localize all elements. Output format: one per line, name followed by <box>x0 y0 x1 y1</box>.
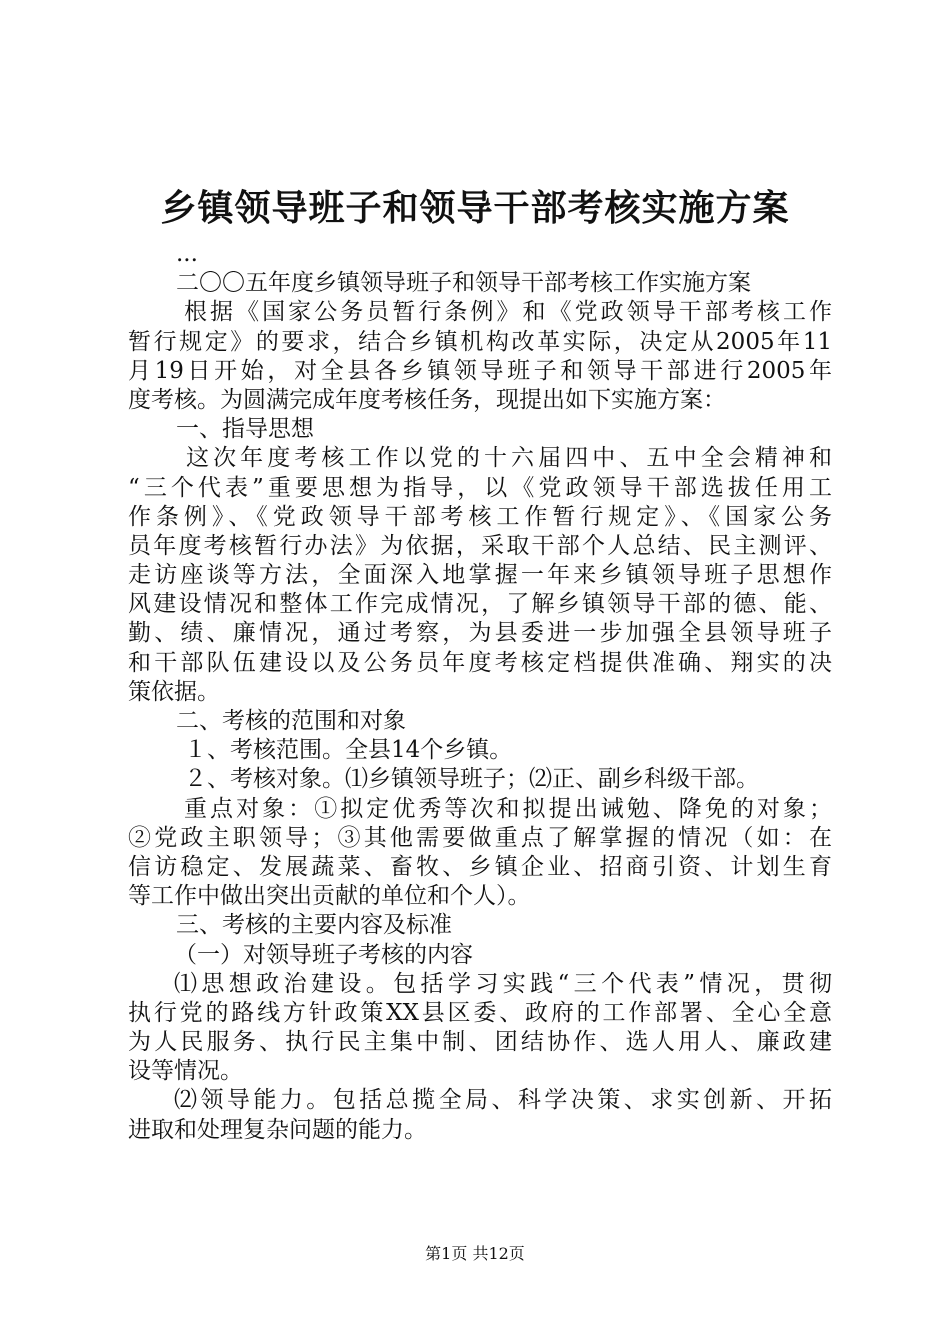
text-line: 这次年度考核工作以党的十六届四中、五中全会精神和 <box>186 445 832 472</box>
text-line: 和干部队伍建设以及公务员年度考核定档提供准确、翔实的决 <box>128 649 832 676</box>
text-line: 走访座谈等方法，全面深入地掌握一年来乡镇领导班子思想作 <box>128 562 832 589</box>
text-line: 勤、绩、廉情况，通过考察，为县委进一步加强全县领导班子 <box>128 620 832 647</box>
text-line: 信访稳定、发展蔬菜、畜牧、乡镇企业、招商引资、计划生育 <box>128 853 832 880</box>
text-line: ⑴思想政治建设。包括学习实践“三个代表”情况，贯彻 <box>174 970 832 997</box>
text-line: ⑵领导能力。包括总揽全局、科学决策、求实创新、开拓 <box>174 1087 832 1114</box>
text-line: 执行党的路线方针政策XX县区委、政府的工作部署、全心全意 <box>128 999 832 1026</box>
text-line: 二〇〇五年度乡镇领导班子和领导干部考核工作实施方案 <box>176 270 751 297</box>
document-title: 乡镇领导班子和领导干部考核实施方案 <box>160 187 790 229</box>
text-line: 作条例》、《党政领导干部考核工作暂行规定》、《国家公务 <box>128 503 832 530</box>
text-line: 员年度考核暂行办法》为依据，采取干部个人总结、民主测评、 <box>128 532 832 559</box>
text-line: 度考核。为圆满完成年度考核任务，现提出如下实施方案： <box>128 386 726 413</box>
text-line: 风建设情况和整体工作完成情况，了解乡镇领导干部的德、能、 <box>128 591 832 618</box>
text-line: 为人民服务、执行民主集中制、团结协作、选人用人、廉政建 <box>128 1029 832 1056</box>
text-line: 重点对象：①拟定优秀等次和拟提出诫勉、降免的对象； <box>184 795 832 822</box>
text-line: 暂行规定》的要求，结合乡镇机构改革实际，决定从2005年11 <box>128 328 832 355</box>
text-line: 进取和处理复杂问题的能力。 <box>128 1116 427 1143</box>
text-line: 月19日开始，对全县各乡镇领导班子和领导干部进行2005年 <box>128 357 832 384</box>
text-line: 一、指导思想 <box>176 416 314 443</box>
text-line: 三、考核的主要内容及标准 <box>176 912 452 939</box>
document-body <box>128 240 832 1145</box>
text-line: 二、考核的范围和对象 <box>176 708 406 734</box>
page-footer: 第1页 共12页 <box>425 1244 525 1263</box>
text-line: １、考核范围。全县14个乡镇。 <box>184 737 513 764</box>
text-line: 策依据。 <box>128 678 220 705</box>
text-line: 设等情况。 <box>128 1058 243 1085</box>
text-line: 根据《国家公务员暂行条例》和《党政领导干部考核工作 <box>184 299 832 326</box>
text-line: ②党政主职领导；③其他需要做重点了解掌握的情况（如：在 <box>128 824 832 851</box>
text-line: （一）对领导班子考核的内容 <box>174 941 473 968</box>
text-line: ２、考核对象。⑴乡镇领导班子；⑵正、副乡科级干部。 <box>184 766 759 793</box>
text-line: 等工作中做出突出贡献的单位和个人）。 <box>128 883 531 910</box>
text-line: “三个代表”重要思想为指导，以《党政领导干部选拔任用工 <box>128 474 832 501</box>
text-line: ... <box>176 241 198 267</box>
